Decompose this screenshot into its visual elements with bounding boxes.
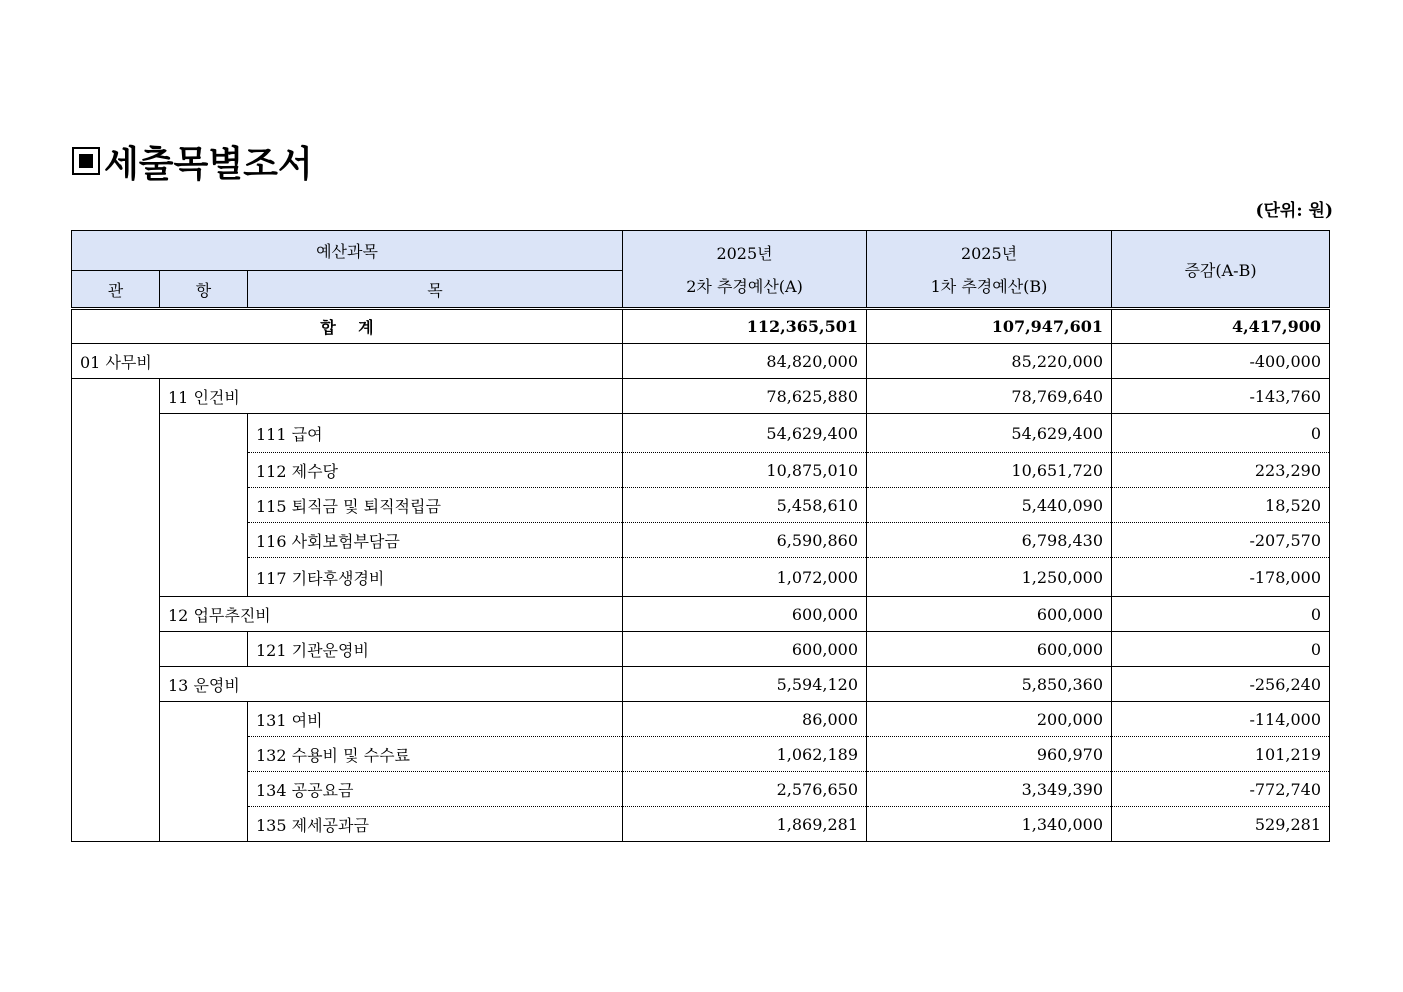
mok-label: 131 여비 [248, 702, 623, 737]
mok-label: 111 급여 [248, 414, 623, 453]
gwan-row [72, 344, 1330, 379]
mok-b: 960,970 [867, 737, 1112, 772]
hang-diff: 0 [1112, 597, 1330, 632]
mok-diff: -178,000 [1112, 558, 1330, 597]
mok-diff: -207,570 [1112, 523, 1330, 558]
mok-diff: 18,520 [1112, 488, 1330, 523]
mok-a: 600,000 [623, 632, 867, 667]
mok-row [72, 414, 1330, 453]
mok-row [72, 453, 1330, 488]
gwan-diff: -400,000 [1112, 344, 1330, 379]
budget-table [71, 230, 1330, 842]
total-b: 107,947,601 [867, 309, 1112, 344]
hang-diff: -143,760 [1112, 379, 1330, 414]
mok-b: 5,440,090 [867, 488, 1112, 523]
title-text: 세출목별조서 [104, 143, 313, 185]
header-mok: 목 [248, 271, 623, 309]
header-col-diff: 증감(A-B) [1112, 231, 1330, 309]
hang-spacer [160, 702, 248, 842]
mok-b: 54,629,400 [867, 414, 1112, 453]
mok-diff: 0 [1112, 632, 1330, 667]
mok-diff: 0 [1112, 414, 1330, 453]
mok-row [72, 558, 1330, 597]
mok-label: 112 제수당 [248, 453, 623, 488]
mok-a: 1,072,000 [623, 558, 867, 597]
gwan-label: 01 사무비 [72, 344, 623, 379]
hang-row [72, 597, 1330, 632]
mok-b: 3,349,390 [867, 772, 1112, 807]
mok-diff: 101,219 [1112, 737, 1330, 772]
hang-b: 78,769,640 [867, 379, 1112, 414]
mok-label: 117 기타후생경비 [248, 558, 623, 597]
mok-label: 134 공공요금 [248, 772, 623, 807]
hang-label: 12 업무추진비 [160, 597, 623, 632]
mok-row [72, 632, 1330, 667]
total-label: 합 계 [72, 309, 623, 344]
hang-a: 78,625,880 [623, 379, 867, 414]
mok-row [72, 702, 1330, 737]
total-row [72, 309, 1330, 344]
hang-a: 5,594,120 [623, 667, 867, 702]
mok-b: 600,000 [867, 632, 1112, 667]
mok-a: 1,062,189 [623, 737, 867, 772]
mok-b: 200,000 [867, 702, 1112, 737]
mok-diff: 529,281 [1112, 807, 1330, 842]
hang-b: 5,850,360 [867, 667, 1112, 702]
mok-b: 1,340,000 [867, 807, 1112, 842]
mok-row [72, 737, 1330, 772]
unit-label: (단위: 원) [1255, 201, 1333, 221]
mok-b: 6,798,430 [867, 523, 1112, 558]
mok-label: 115 퇴직금 및 퇴직적립금 [248, 488, 623, 523]
gwan-spacer [72, 379, 160, 842]
hang-spacer [160, 632, 248, 667]
mok-label: 135 제세공과금 [248, 807, 623, 842]
header-gwan: 관 [72, 271, 160, 309]
hang-b: 600,000 [867, 597, 1112, 632]
mok-label: 132 수용비 및 수수료 [248, 737, 623, 772]
hang-row [72, 379, 1330, 414]
header-subject: 예산과목 [72, 231, 623, 271]
mok-row [72, 523, 1330, 558]
gwan-b: 85,220,000 [867, 344, 1112, 379]
hang-row [72, 667, 1330, 702]
mok-a: 86,000 [623, 702, 867, 737]
mok-diff: -114,000 [1112, 702, 1330, 737]
mok-diff: -772,740 [1112, 772, 1330, 807]
square-bullet-icon [72, 147, 100, 175]
mok-label: 121 기관운영비 [248, 632, 623, 667]
mok-b: 1,250,000 [867, 558, 1112, 597]
hang-label: 11 인건비 [160, 379, 623, 414]
mok-row [72, 488, 1330, 523]
mok-row [72, 772, 1330, 807]
mok-a: 10,875,010 [623, 453, 867, 488]
mok-b: 10,651,720 [867, 453, 1112, 488]
hang-spacer [160, 414, 248, 597]
total-a: 112,365,501 [623, 309, 867, 344]
mok-a: 6,590,860 [623, 523, 867, 558]
gwan-a: 84,820,000 [623, 344, 867, 379]
hang-diff: -256,240 [1112, 667, 1330, 702]
mok-label: 116 사회보험부담금 [248, 523, 623, 558]
hang-a: 600,000 [623, 597, 867, 632]
hang-label: 13 운영비 [160, 667, 623, 702]
mok-a: 1,869,281 [623, 807, 867, 842]
mok-a: 54,629,400 [623, 414, 867, 453]
mok-diff: 223,290 [1112, 453, 1330, 488]
header-hang: 항 [160, 271, 248, 309]
header-col-a: 2025년 2차 추경예산(A) [623, 231, 867, 309]
mok-a: 5,458,610 [623, 488, 867, 523]
mok-row [72, 807, 1330, 842]
total-diff: 4,417,900 [1112, 309, 1330, 344]
page-title [72, 138, 313, 184]
mok-a: 2,576,650 [623, 772, 867, 807]
header-col-b: 2025년 1차 추경예산(B) [867, 231, 1112, 309]
